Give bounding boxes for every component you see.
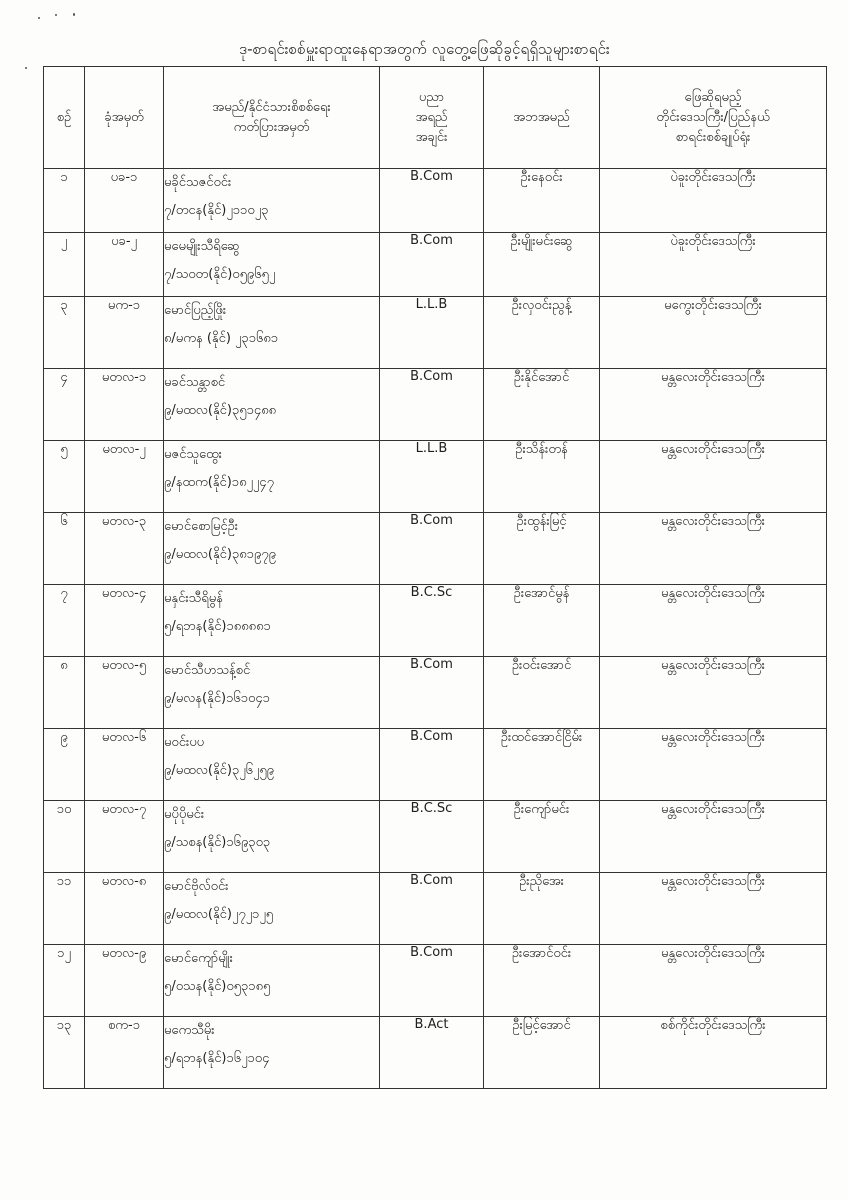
candidate-name: မဝင်းပပ — [164, 735, 205, 750]
candidate-name: မမေမျိုးသီရိဆွေ — [164, 239, 240, 254]
cell-no: ၁၂ — [44, 945, 85, 1017]
candidates-table — [43, 66, 827, 1089]
candidate-name: မောင်စောမြင့်ဦး — [164, 519, 239, 534]
cell-no: ၈ — [44, 657, 85, 729]
cell-father: ဦးထွန်းမြင့် — [484, 513, 600, 585]
scan-speck — [38, 17, 40, 19]
cell-name-nrc — [164, 585, 380, 657]
cell-no: ၃ — [44, 297, 85, 369]
cell-roll: မတလ-၆ — [85, 729, 164, 801]
cell-roll: မက-၁ — [85, 297, 164, 369]
cell-degree: B.C.Sc — [380, 801, 484, 873]
cell-name-nrc — [164, 1017, 380, 1089]
candidate-nrc: ၇/သဝတ(နိုင်)၀၅၉၆၅၂ — [164, 267, 276, 282]
cell-name-nrc — [164, 729, 380, 801]
candidate-name: မောင်ဗိုလ်ဝင်း — [164, 879, 229, 894]
cell-degree: B.C.Sc — [380, 585, 484, 657]
candidate-nrc: ၉/မထလ(နိုင်)၃၅၁၄၈၈ — [164, 403, 277, 418]
cell-father: ဦးနိုင်အောင် — [484, 369, 600, 441]
candidate-name: မနှင်းသီရိမွန် — [164, 591, 223, 606]
cell-roll: မတလ-၃ — [85, 513, 164, 585]
cell-degree: B.Com — [380, 873, 484, 945]
candidate-nrc: ၉/မထလ(နိုင်)၃၈၁၉၇၉ — [164, 547, 276, 562]
cell-no: ၇ — [44, 585, 85, 657]
cell-father: ဦးညိုအေး — [484, 873, 600, 945]
table-row — [44, 369, 827, 441]
cell-name-nrc — [164, 801, 380, 873]
candidate-name: မောင်သီဟသန့်စင် — [164, 663, 251, 678]
candidate-name: မခင်သန္တာစင် — [164, 375, 226, 390]
cell-roll: မတလ-၉ — [85, 945, 164, 1017]
table-row — [44, 441, 827, 513]
candidate-name: မဇင်သူထွေး — [164, 447, 222, 462]
candidate-nrc: ၈/မကန (နိုင်) ၂၃၁၆၈၁ — [164, 331, 279, 346]
cell-no: ၄ — [44, 369, 85, 441]
cell-office: မန္တလေးတိုင်းဒေသကြီး — [600, 729, 827, 801]
col-header-degree: ပညာ အရည် အချင်း — [380, 67, 484, 169]
cell-father: ဦးနေဝင်း — [484, 169, 600, 233]
cell-degree: B.Com — [380, 169, 484, 233]
scan-speck — [25, 67, 27, 69]
scan-speck — [73, 13, 75, 16]
table-row — [44, 585, 827, 657]
cell-name-nrc — [164, 513, 380, 585]
cell-father: ဦးအောင်ဝင်း — [484, 945, 600, 1017]
cell-no: ၁၃ — [44, 1017, 85, 1089]
candidate-nrc: ၉/မထလ(နိုင်)၃၂၆၂၅၉ — [164, 763, 274, 778]
cell-roll: စက-၁ — [85, 1017, 164, 1089]
cell-roll: မတလ-၅ — [85, 657, 164, 729]
cell-degree: B.Com — [380, 657, 484, 729]
cell-no: ၆ — [44, 513, 85, 585]
cell-office: စစ်ကိုင်းတိုင်းဒေသကြီး — [600, 1017, 827, 1089]
candidate-nrc: ၅/ရဘန(နိုင်)၁၆၂၁၀၄ — [164, 1051, 270, 1066]
candidate-nrc: ၉/မလန(နိုင်)၁၆၁၀၄၁ — [164, 691, 270, 706]
table-row — [44, 873, 827, 945]
cell-roll: မတလ-၇ — [85, 801, 164, 873]
cell-name-nrc — [164, 297, 380, 369]
cell-father: ဦးမျိုးမင်းဆွေ — [484, 233, 600, 297]
candidate-nrc: ၅/ဝသန(နိုင်)၀၅၃၁၈၅ — [164, 979, 271, 994]
candidate-nrc: ၉/မထလ(နိုင်)၂၇၂၁၂၅ — [164, 907, 274, 922]
candidate-name: မကေသီမိုး — [164, 1023, 215, 1038]
cell-office: မန္တလေးတိုင်းဒေသကြီး — [600, 801, 827, 873]
candidate-nrc: ၅/ရဘန(နိုင်)၁၈၈၈၈၁ — [164, 619, 271, 634]
cell-degree: B.Com — [380, 369, 484, 441]
col-header-office: ဖြေဆိုရမည့် တိုင်းဒေသကြီး/ပြည်နယ် စာရင်းစစ်ချုပ်ရုံး — [600, 67, 827, 169]
cell-degree: B.Com — [380, 729, 484, 801]
page-title: ဒု-စာရင်းစစ်မှူးရာထူးနေရာအတွက် လူတွေ့ဖြေဆိုခွင့်ရရှိသူများစာရင်း — [239, 40, 610, 58]
cell-no: ၅ — [44, 441, 85, 513]
cell-office: မန္တလေးတိုင်းဒေသကြီး — [600, 441, 827, 513]
cell-father: ဦးကျော်မင်း — [484, 801, 600, 873]
table-row — [44, 169, 827, 233]
cell-no: ၁၁ — [44, 873, 85, 945]
cell-roll: ပခ-၂ — [85, 233, 164, 297]
cell-name-nrc — [164, 657, 380, 729]
cell-no: ၁ — [44, 169, 85, 233]
cell-father: ဦးလှဝင်းညွန့် — [484, 297, 600, 369]
candidate-name: မောင်ပြည့်ဖြိုး — [164, 303, 227, 318]
cell-no: ၁၀ — [44, 801, 85, 873]
table-row — [44, 657, 827, 729]
table-row — [44, 801, 827, 873]
cell-roll: ပခ-၁ — [85, 169, 164, 233]
cell-father: ဦးထင်အောင်ငြိမ်း — [484, 729, 600, 801]
cell-degree: B.Com — [380, 945, 484, 1017]
cell-father: ဦးမြင့်အောင် — [484, 1017, 600, 1089]
cell-roll: မတလ-၄ — [85, 585, 164, 657]
cell-name-nrc — [164, 441, 380, 513]
cell-name-nrc — [164, 873, 380, 945]
cell-roll: မတလ-၁ — [85, 369, 164, 441]
cell-office: မန္တလေးတိုင်းဒေသကြီး — [600, 945, 827, 1017]
cell-name-nrc — [164, 233, 380, 297]
cell-degree: L.L.B — [380, 441, 484, 513]
cell-office: မန္တလေးတိုင်းဒေသကြီး — [600, 513, 827, 585]
cell-office: မန္တလေးတိုင်းဒေသကြီး — [600, 585, 827, 657]
col-header-father: အဘအမည် — [484, 67, 600, 169]
cell-office: ပဲခူးတိုင်းဒေသကြီး — [600, 233, 827, 297]
header-row — [44, 67, 827, 169]
col-header-no: စဉ် — [44, 67, 85, 169]
cell-roll: မတလ-၈ — [85, 873, 164, 945]
cell-degree: L.L.B — [380, 297, 484, 369]
cell-degree: B.Com — [380, 233, 484, 297]
col-header-name-nrc: အမည်/နိုင်ငံသားစိစစ်ရေး ကတ်ပြားအမှတ် — [164, 67, 380, 169]
candidate-name: မခိုင်သဇင်ဝင်း — [164, 175, 232, 190]
table-row — [44, 945, 827, 1017]
cell-office: မန္တလေးတိုင်းဒေသကြီး — [600, 873, 827, 945]
cell-office: ပဲခူးတိုင်းဒေသကြီး — [600, 169, 827, 233]
candidate-nrc: ၇/တငန(နိုင်)၂၁၁၀၂၃ — [164, 203, 269, 218]
cell-no: ၂ — [44, 233, 85, 297]
cell-degree: B.Com — [380, 513, 484, 585]
cell-name-nrc — [164, 945, 380, 1017]
col-header-roll: ခုံအမှတ် — [85, 67, 164, 169]
cell-office: မန္တလေးတိုင်းဒေသကြီး — [600, 369, 827, 441]
table-row — [44, 513, 827, 585]
cell-no: ၉ — [44, 729, 85, 801]
cell-name-nrc — [164, 369, 380, 441]
candidate-name: မပိုပိုမင်း — [164, 807, 205, 822]
candidate-name: မောင်ကျော်မျိုး — [164, 951, 233, 966]
scan-speck — [55, 14, 57, 16]
table-row — [44, 233, 827, 297]
cell-father: ဦးဝင်းအောင် — [484, 657, 600, 729]
table-row — [44, 297, 827, 369]
cell-office: မန္တလေးတိုင်းဒေသကြီး — [600, 657, 827, 729]
cell-office: မကွေးတိုင်းဒေသကြီး — [600, 297, 827, 369]
cell-father: ဦးအောင်မွန် — [484, 585, 600, 657]
candidate-nrc: ၉/သစန(နိုင်)၁၆၉၃၀၃ — [164, 835, 271, 850]
table-row — [44, 729, 827, 801]
cell-roll: မတလ-၂ — [85, 441, 164, 513]
cell-father: ဦးသိန်းတန် — [484, 441, 600, 513]
cell-name-nrc — [164, 169, 380, 233]
table-row — [44, 1017, 827, 1089]
cell-degree: B.Act — [380, 1017, 484, 1089]
candidate-nrc: ၉/နထက(နိုင်)၁၈၂၂၄၇ — [164, 475, 274, 490]
